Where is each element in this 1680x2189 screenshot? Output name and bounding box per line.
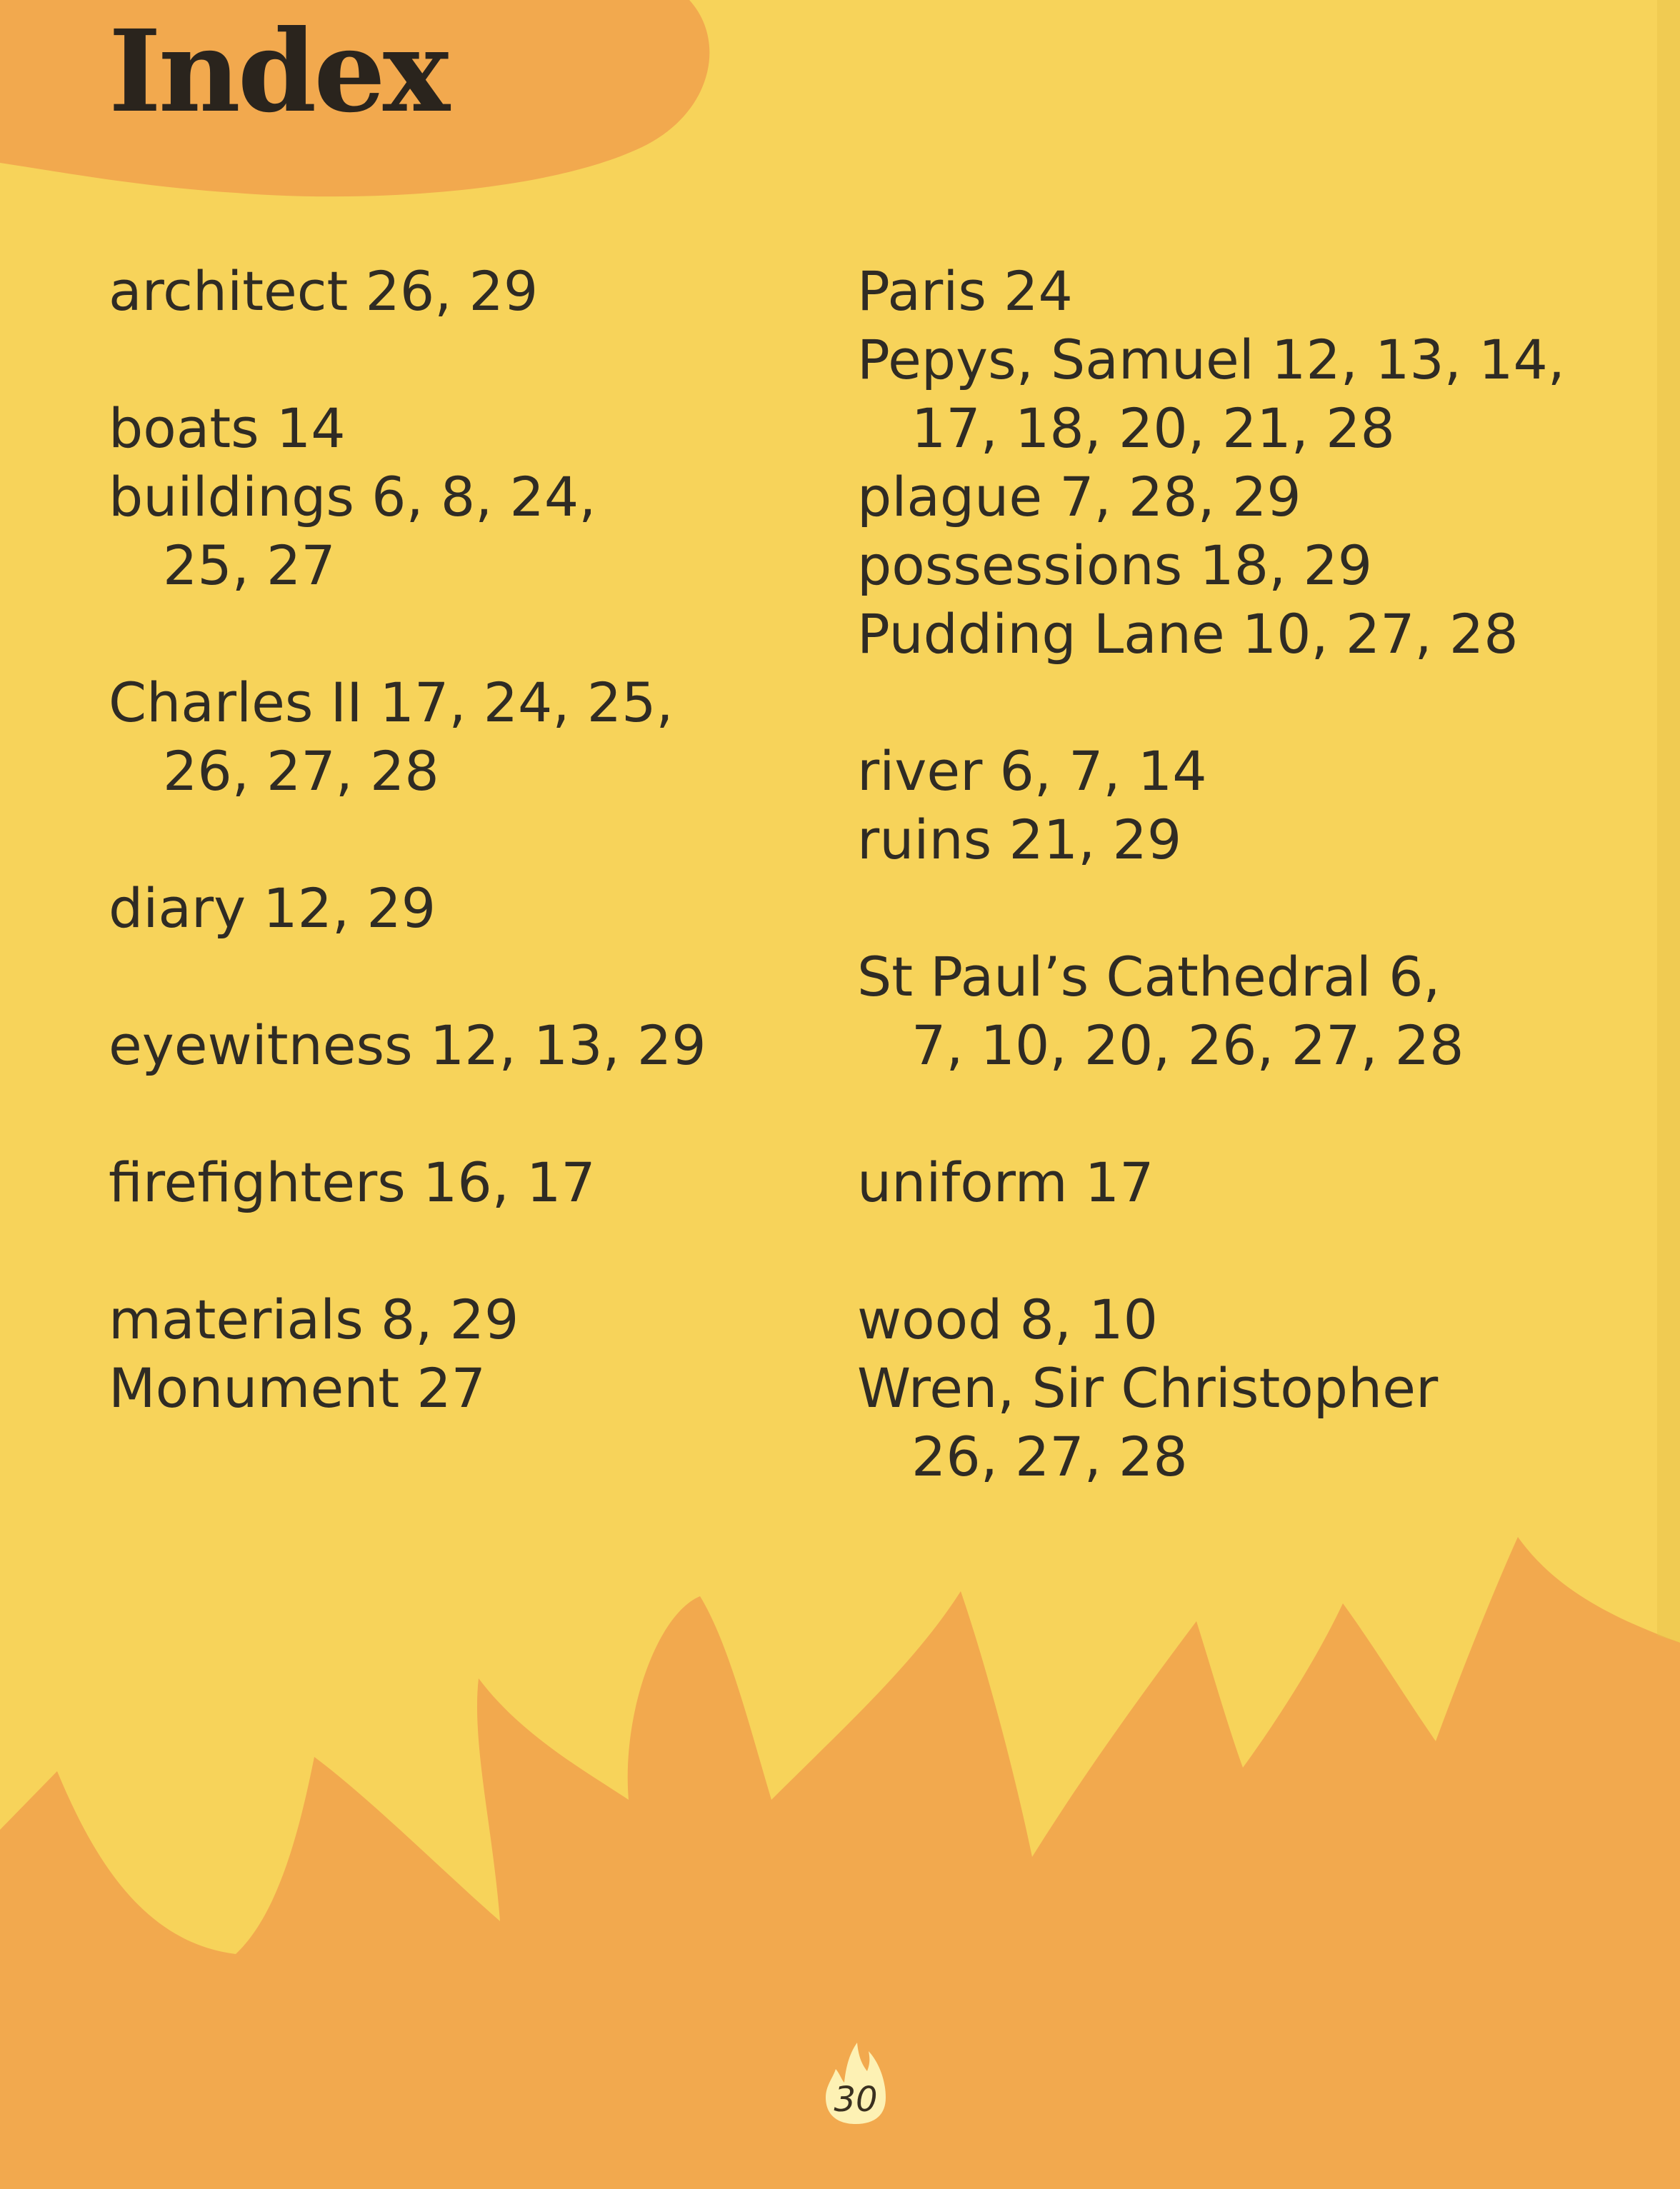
page-number: 30 <box>834 2080 878 2120</box>
index-entry-text: materials 8, 29 <box>109 1288 519 1351</box>
index-entry-text: Wren, Sir Christopher <box>857 1356 1439 1420</box>
index-entry <box>857 737 1607 806</box>
index-entry-text: ruins 21, 29 <box>857 808 1182 871</box>
index-entry <box>857 463 1607 531</box>
index-entry-text: possessions 18, 29 <box>857 534 1373 597</box>
page-title: Index <box>109 6 447 138</box>
index-entry-text: Charles II 17, 24, 25, <box>109 671 674 734</box>
index-entry <box>857 326 1607 463</box>
entry-gap <box>109 806 859 874</box>
index-entry <box>109 257 859 326</box>
index-entry-text: Monument 27 <box>109 1356 486 1420</box>
index-entry-continuation: 26, 27, 28 <box>163 739 439 803</box>
page-edge-shadow <box>1657 0 1680 1643</box>
index-entry <box>857 531 1607 600</box>
entry-gap <box>109 1217 859 1286</box>
index-entry <box>109 1011 859 1080</box>
index-entry <box>857 806 1607 874</box>
index-entry <box>857 943 1607 1080</box>
page-number-badge <box>820 2030 891 2126</box>
index-entry <box>109 874 859 943</box>
index-entry-text: Paris 24 <box>857 259 1073 323</box>
index-entry <box>857 1286 1607 1354</box>
entry-gap <box>857 1217 1607 1286</box>
index-entry <box>109 1354 859 1423</box>
index-entry-text: river 6, 7, 14 <box>857 739 1207 803</box>
index-entry-text: diary 12, 29 <box>109 876 436 940</box>
entry-gap <box>857 668 1607 737</box>
index-entry-continuation: 17, 18, 20, 21, 28 <box>911 396 1395 460</box>
index-entry-text: firefighters 16, 17 <box>109 1151 596 1214</box>
entry-gap <box>857 874 1607 943</box>
index-entry-continuation: 26, 27, 28 <box>911 1425 1188 1488</box>
index-column-left <box>109 257 859 1423</box>
entry-gap <box>109 943 859 1011</box>
index-entry <box>857 1148 1607 1217</box>
index-entry-continuation: 7, 10, 20, 26, 27, 28 <box>911 1013 1464 1077</box>
index-entry-text: St Paul’s Cathedral 6, <box>857 945 1441 1008</box>
index-entry-text: Pepys, Samuel 12, 13, 14, <box>857 328 1565 391</box>
index-column-right <box>857 257 1607 1491</box>
index-entry-text: uniform 17 <box>857 1151 1154 1214</box>
index-entry <box>109 1286 859 1354</box>
index-entry <box>109 463 859 600</box>
index-entry-text: boats 14 <box>109 396 346 460</box>
index-entry <box>857 257 1607 326</box>
index-entry-text: eyewitness 12, 13, 29 <box>109 1013 706 1077</box>
entry-gap <box>109 326 859 394</box>
index-entry-text: architect 26, 29 <box>109 259 539 323</box>
index-entry-continuation: 25, 27 <box>163 534 336 597</box>
index-entry <box>109 668 859 806</box>
index-entry <box>857 600 1607 668</box>
index-entry-text: Pudding Lane 10, 27, 28 <box>857 602 1519 666</box>
index-entry-text: buildings 6, 8, 24, <box>109 465 596 529</box>
index-entry <box>109 1148 859 1217</box>
index-entry-text: plague 7, 28, 29 <box>857 465 1301 529</box>
index-entry-text: wood 8, 10 <box>857 1288 1158 1351</box>
entry-gap <box>109 1080 859 1148</box>
index-entry <box>109 394 859 463</box>
entry-gap <box>109 600 859 668</box>
index-entry <box>857 1354 1607 1491</box>
entry-gap <box>857 1080 1607 1148</box>
